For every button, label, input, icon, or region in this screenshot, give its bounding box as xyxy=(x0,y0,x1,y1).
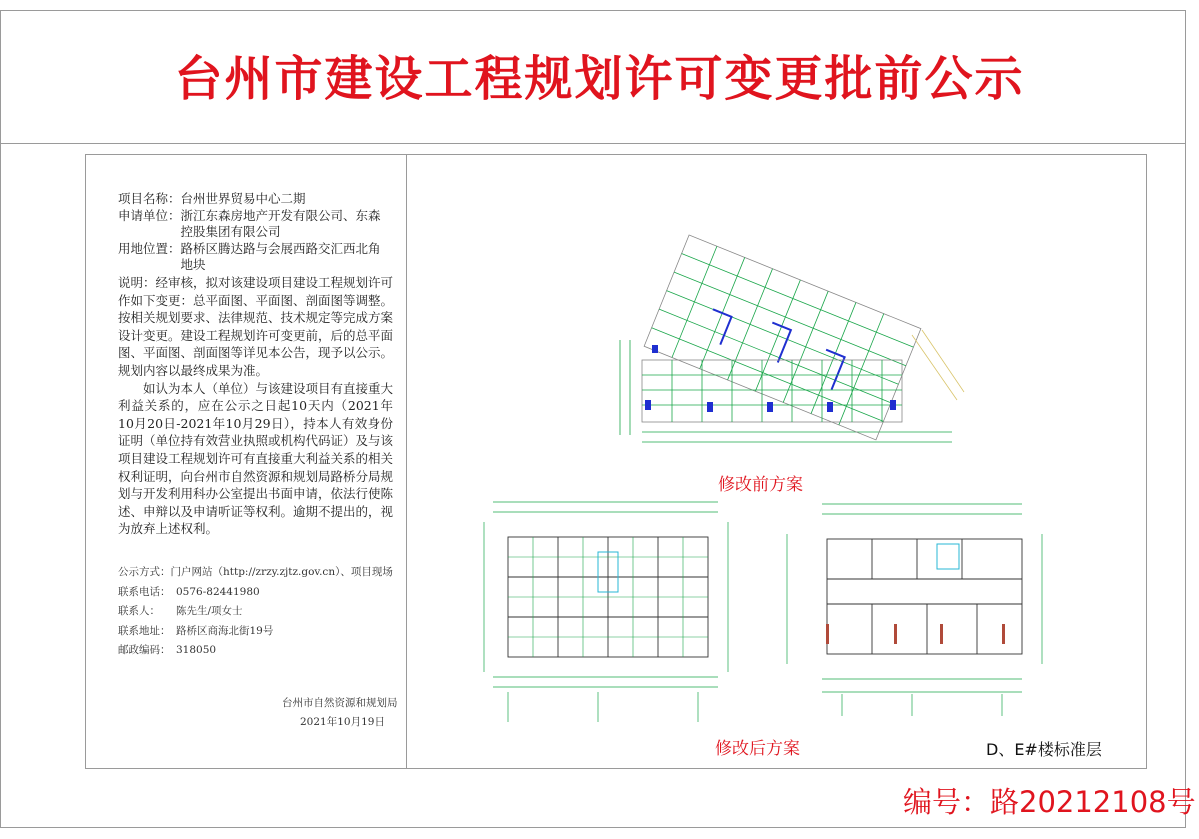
contact-method: 门户网站（http://zrzy.zjtz.gov.cn）、项目现场 xyxy=(170,566,393,578)
contact-person-row xyxy=(118,602,398,622)
applicant: 浙江东森房地产开发有限公司、东森控股集团有限公司 xyxy=(180,207,381,240)
contact-address-row xyxy=(118,622,398,642)
location: 路桥区腾达路与会展西路交汇西北角地块 xyxy=(180,240,381,273)
contact-info xyxy=(118,563,398,661)
floor-label: D、E#楼标准层 xyxy=(986,740,1102,759)
serial-number: 编号：路20212108号 xyxy=(903,785,1196,819)
contact-person: 陈先生/项女士 xyxy=(176,605,243,617)
contact-postcode-label: 邮政编码： xyxy=(118,644,171,656)
location-row xyxy=(118,241,393,274)
project-info xyxy=(118,191,393,274)
project-name-label: 项目名称： xyxy=(118,191,181,206)
applicant-label: 申请单位： xyxy=(118,207,181,223)
contact-address: 路桥区商海北街19号 xyxy=(176,624,274,637)
column-divider xyxy=(406,154,407,769)
caption-after: 修改后方案 xyxy=(715,739,800,759)
project-name: 台州世界贸易中心二期 xyxy=(180,191,306,206)
issue-date: 2021年10月19日 xyxy=(300,716,385,728)
contact-phone-label: 联系电话： xyxy=(118,585,171,598)
contact-address-label: 联系地址： xyxy=(118,624,171,637)
description-paragraph-2: 如认为本人（单位）与该建设项目有直接重大利益关系的，应在公示之日起10天内（2021年10月20日-2021年10月29日），持本人有效身份证明（单位持有效营业执照或机构代码证）及与该项目建设工程规划许可有直接重大利益关系的相关权利证明，向台州市自然资源和规划局路桥分局规划与开发利用科办公室提出书面申请，依法行使陈述、申辩以及申请听证等权利。逾期不提出的，视为放弃上述权利。 xyxy=(118,380,394,537)
location-label: 用地位置： xyxy=(118,240,181,256)
contact-phone: 0576-82441980 xyxy=(176,585,260,598)
notice-description xyxy=(118,274,393,538)
contact-postcode-row xyxy=(118,641,398,661)
issuer: 台州市自然资源和规划局 xyxy=(282,697,398,709)
description-paragraph-1: 说明：经审核，拟对该建设项目建设工程规划许可作如下变更：总平面图、平面图、剖面图等调整。按相关规划要求、法律规范、技术规定等完成方案设计变更。建设工程规划许可变更前，后的总平面图、平面图、剖面图等详见本公告，现予以公示。规划内容以最终成果为准。 xyxy=(118,275,394,378)
contact-phone-row xyxy=(118,583,398,603)
site-plan-before-drawing xyxy=(612,160,972,456)
contact-person-label: 联系人： xyxy=(118,605,160,617)
applicant-row xyxy=(118,208,393,241)
project-name-row xyxy=(118,191,393,208)
contact-method-label: 公示方式： xyxy=(118,566,171,578)
title-divider xyxy=(0,143,1186,144)
contact-postcode: 318050 xyxy=(176,644,217,656)
contact-method-row xyxy=(118,563,398,583)
floor-plan-after-right-drawing xyxy=(772,494,1054,722)
caption-before: 修改前方案 xyxy=(718,475,803,495)
floor-plan-after-left-drawing xyxy=(478,492,734,730)
page-title: 台州市建设工程规划许可变更批前公示 xyxy=(174,51,1025,107)
